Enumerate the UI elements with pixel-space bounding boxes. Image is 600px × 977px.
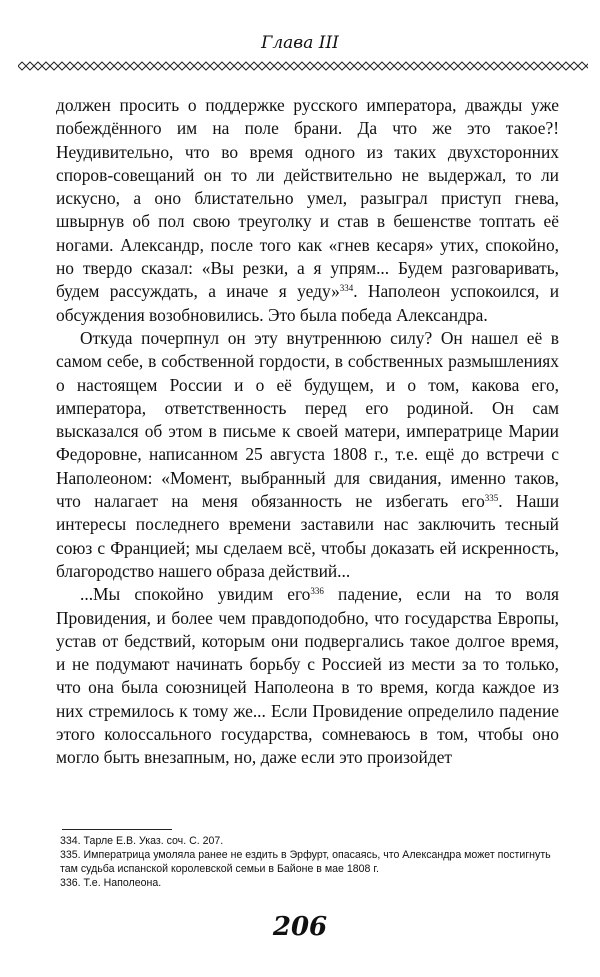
chapter-header: Глава III (261, 33, 339, 53)
footnote-335: 335. Императрица умоляла ранее не ездить в Эрфурт, опасаясь, что Александра может постигнуть там судьба испанской королевской семьи в Байоне в мае 1808 г. (60, 849, 551, 875)
paragraph-1: должен просить о поддержке русского императора, дважды уже побеждённого им на поле брани. Да что же это такое?! Неудивительно, что во время одного из таких двухсторонних споров-совещаний он то ли действительно не выдержал, то ли искусно, а оно блистательно умел, разыграл приступ гнева, швырнув об пол свою треуголку и став в бешенстве топтать её ногами. Александр, после того как «гнев кесаря» утих, спокойно, но твердо сказал: «Вы резки, а я упрям... Будем разговаривать, будем рассуждать, а иначе я уеду»$^{334}$. Наполеон успокоился, и обсуждения возобновились. Это была победа Александра. (56, 95, 560, 325)
page-number: 206 (272, 912, 328, 942)
footnote-336: 336. Т.е. Наполеона. (60, 877, 162, 889)
footnote-334: 334. Тарле Е.В. Указ. соч. С. 207. (60, 835, 224, 847)
footnote-ref-334: 334 (339, 283, 354, 294)
footnote-ref-336: 336 (310, 586, 324, 597)
paragraph-2: Откуда почерпнул он эту внутреннюю силу? Он нашел её в самом себе, в собственной гордости, в собственных размышлениях о настоящем России и о её будущем, и о том, какова его, императора, ответственность перед его родиной. Он сам высказался об этом в письме к своей матери, императрице Марии Федоровне, написанном 25 августа 1808 г., т.е. ещё до встречи с Наполеоном: «Момент, выбранный для свидания, именно таков, что налагает на меня обязанность не избегать его$^{335}$. Наши интересы последнего времени заставили нас заключить тесный союз с Францией; мы сделаем всё, чтобы доказать ей искренность, благородство нашего образа действий... (56, 327, 559, 581)
main-text (56, 94, 559, 770)
ornamental-rule (18, 61, 588, 71)
paragraph-3: ...Мы спокойно увидим его$^{336}$ падение, если на то воля Провидения, и более чем правдоподобно, что государства Европы, устав от бедствий, которым они подвергались такое долгое время, и не подумают начинать борьбу с Россией из мести за то только, что она была союзницей Наполеона в то время, когда каждое из них стремилось к тому же... Если Провидение определило падение этого колоссального государства, сомневаюсь в том, чтобы оно могло быть внезапным, но, даже если это произойдет (56, 584, 559, 768)
footnotes (60, 834, 560, 890)
footnote-divider (62, 829, 172, 830)
footnote-ref-335: 335 (484, 493, 499, 504)
